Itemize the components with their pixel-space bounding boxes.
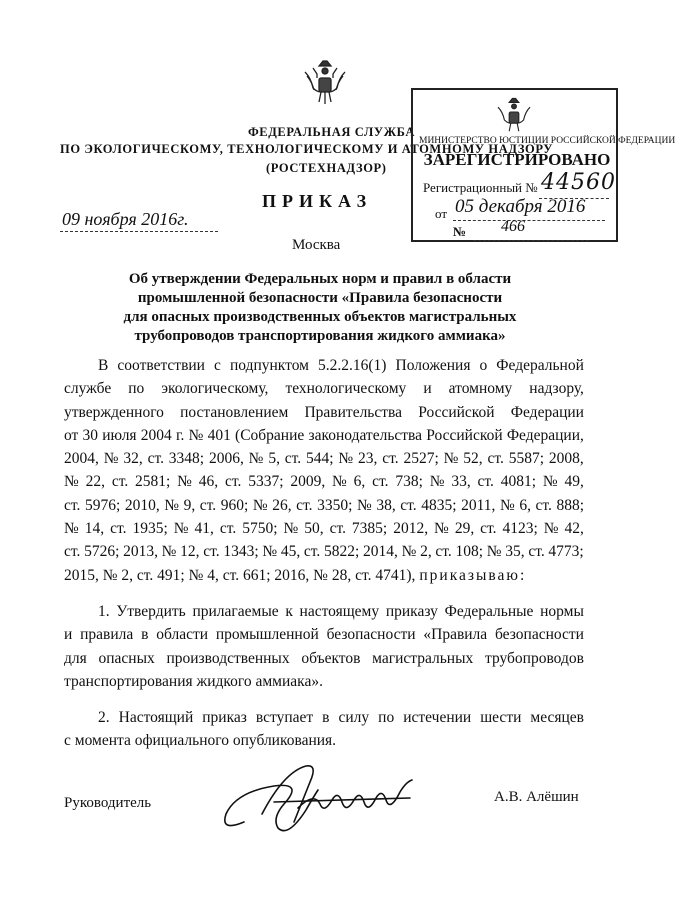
stamp-registered: ЗАРЕГИСТРИРОВАНО xyxy=(423,150,611,169)
order-date-underline xyxy=(60,231,218,232)
stamp-reg-label: Регистрационный № xyxy=(423,180,538,195)
agency-name-line1: ФЕДЕРАЛЬНАЯ СЛУЖБА xyxy=(247,125,415,139)
title-line: Об утверждении Федеральных норм и правил в области xyxy=(128,271,512,287)
body-line xyxy=(64,564,584,587)
body-line: ст. 5976; 2010, № 9, ст. 960; № 26, ст. 3350; № 38, ст. 4835; 2011, № 6, ст. 888; xyxy=(64,496,584,514)
coat-of-arms-emblem xyxy=(303,58,347,108)
order-date: 09 ноября 2016г. xyxy=(62,209,189,229)
body-line: В соответствии с подпунктом 5.2.2.16(1) Положения о Федеральной xyxy=(98,357,584,374)
handwritten-signature xyxy=(214,752,420,852)
document-body xyxy=(64,354,584,753)
registration-stamp xyxy=(411,88,675,242)
body-line: № 14, ст. 1935; № 41, ст. 5750; № 50, ст. 7385; 2012, № 29, ст. 4123; № 42, xyxy=(64,520,584,538)
body-line: 1. Утвердить прилагаемые к настоящему приказу Федеральные нормы xyxy=(98,602,584,620)
stamp-date-label: от xyxy=(435,206,448,221)
title-line: промышленной безопасности «Правила безопасности xyxy=(137,290,503,306)
body-line: транспортирования жидкого аммиака». xyxy=(64,672,323,690)
agency-name-line2: ПО ЭКОЛОГИЧЕСКОМУ, ТЕХНОЛОГИЧЕСКОМУ И АТОМНОМУ НАДЗОРУ xyxy=(60,142,554,156)
body-line: для опасных производственных объектов магистральных трубопроводов xyxy=(64,649,584,667)
body-line-text: 2015, № 2, ст. 491; № 4, ст. 661; 2016, № 28, ст. 4741), xyxy=(64,566,416,584)
stamp-reg-date: 05 декабря 2016 xyxy=(455,196,586,217)
body-line: от 30 июля 2004 г. № 401 (Собрание законодательства Российской Федерации, xyxy=(64,426,584,444)
body-line: 2. Настоящий приказ вступает в силу по истечении шести месяцев xyxy=(98,709,584,727)
stamp-no-value: 466 xyxy=(501,218,525,235)
document-title xyxy=(80,270,560,346)
stamp-reg-number: 44560 xyxy=(541,170,616,195)
body-line: утвержденного постановлением Правительства Российской Федерации xyxy=(64,403,584,421)
body-line: № 22, ст. 2581; № 46, ст. 5337; 2009, № 6, ст. 738; № 33, ст. 4081; № 49, xyxy=(64,473,584,491)
signer-role: Руководитель xyxy=(64,795,152,811)
body-line: ст. 5726; 2013, № 12, ст. 1343; № 45, ст. 5822; 2014, № 2, ст. 108; № 35, ст. 4773; xyxy=(64,543,584,561)
body-line: службе по экологическому, технологическому и атомному надзору, xyxy=(64,380,584,398)
body-line: 2004, № 32, ст. 3348; 2006, № 5, ст. 544; № 23, ст. 2527; № 52, ст. 5587; 2008, xyxy=(64,450,584,468)
body-line: с момента официального опубликования. xyxy=(64,732,337,750)
body-line: и правила в области промышленной безопасности «Правила безопасности xyxy=(64,626,584,644)
agency-short-name: (РОСТЕХНАДЗОР) xyxy=(266,161,387,175)
body-verb: приказываю: xyxy=(419,566,527,584)
document-type: ПРИКАЗ xyxy=(262,191,373,211)
title-line: для опасных производственных объектов магистральных xyxy=(123,309,517,325)
title-line: трубопроводов транспортирования жидкого аммиака» xyxy=(134,328,506,344)
signer-name: А.В. Алёшин xyxy=(494,789,579,805)
stamp-ministry: МИНИСТЕРСТВО ЮСТИЦИИ РОССИЙСКОЙ ФЕДЕРАЦИИ xyxy=(419,136,675,146)
stamp-no-label: № xyxy=(453,224,467,239)
city: Москва xyxy=(292,237,341,253)
stamp-emblem-icon xyxy=(495,96,533,136)
